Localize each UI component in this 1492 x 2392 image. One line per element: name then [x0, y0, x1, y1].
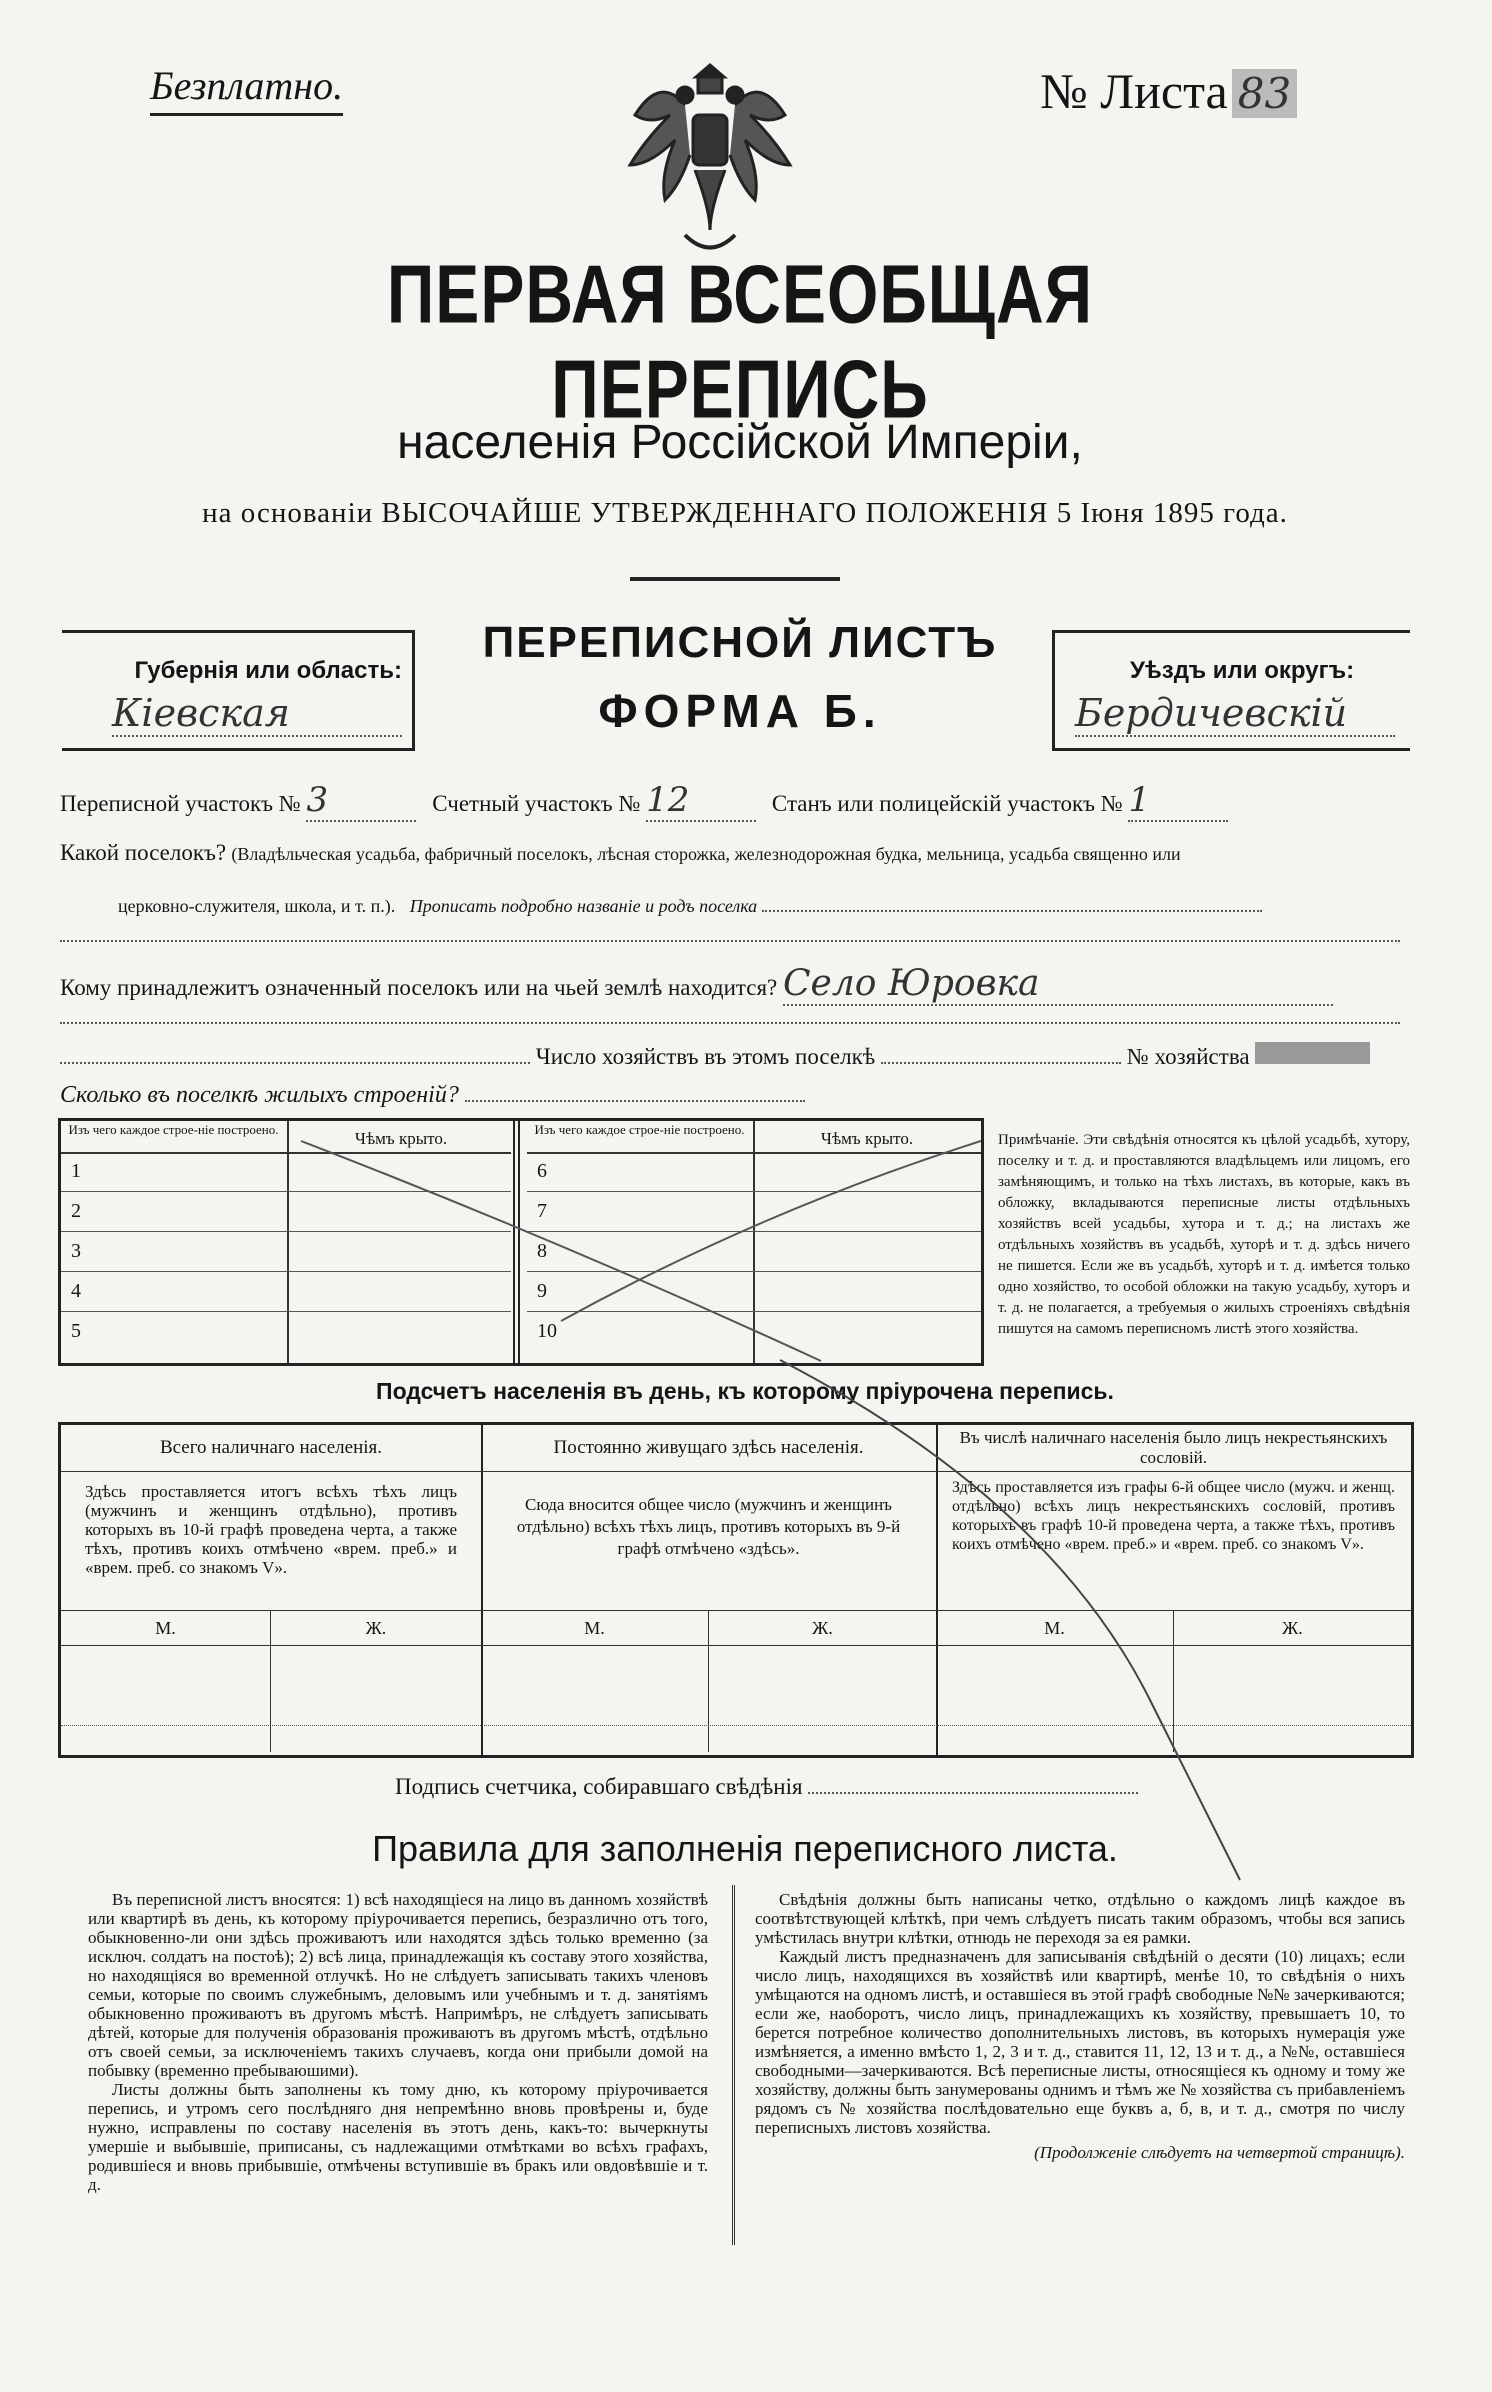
signature-line [395, 1770, 1295, 1800]
rules-continued: (Продолженіе слѣдуетъ на четвертой страницѣ). [1034, 2143, 1405, 2162]
uezd-field[interactable]: Бердичевскій [1075, 691, 1395, 737]
female-header: Ж. [365, 1618, 387, 1638]
population-bottom-rule [61, 1725, 1411, 1726]
population-col-3-title: Въ числѣ наличнаго населенія было лицъ некрестьянскихъ сословій. [936, 1425, 1411, 1472]
basis-line: на основаніи ВЫСОЧАЙШЕ УТВЕРЖДЕННАГО ПОЛОЖЕНІЯ 5 Іюня 1895 года. [202, 497, 1288, 529]
female-count-field[interactable] [1174, 1646, 1411, 1752]
uezd-box [1052, 630, 1410, 751]
buildings-table [58, 1118, 984, 1366]
population-col-2-title: Постоянно живущаго здѣсь населенія. [481, 1425, 936, 1472]
free-label: Безплатно. [150, 62, 343, 116]
population-col-1-text: Здѣсь проставляется итогъ всѣхъ тѣхъ лицъ (мужчинъ и женщинъ отдѣльно), противъ которыхъ въ 10-й графѣ проведена черта, а также тѣхъ, противъ коихъ отмѣчено «врем. преб.» и «врем. преб. со знакомъ V». [61, 1472, 481, 1611]
female-count-field[interactable] [271, 1646, 481, 1752]
households-label: Число хозяйствъ въ этомъ поселкѣ [535, 1044, 876, 1069]
gubernia-label: Губернія или область: [134, 657, 402, 684]
count-district-label: Счетный участокъ № [432, 791, 641, 816]
households-line [60, 1040, 1410, 1070]
page-subtitle: населенія Россійской Имперіи, [397, 416, 1083, 469]
sheet-number-label: № Листа [1040, 63, 1228, 119]
rules-right-paragraph-1: Свѣдѣнія должны быть написаны четко, отдѣльно о каждомъ лицѣ каждое въ соотвѣтствующей клѣткѣ, при чемъ слѣдуетъ писать таким образомъ, чтобы вся запись умѣстилась внутри клѣтки, отнюдь не переходя за ея рамки. [755, 1890, 1405, 1947]
rules-column-divider [732, 1885, 735, 2245]
sheet-number-value: 83 [1232, 69, 1297, 118]
population-table [58, 1422, 1414, 1758]
household-no-label: № хозяйства [1126, 1044, 1250, 1069]
buildings-line [60, 1078, 960, 1109]
household-no-field[interactable] [1255, 1042, 1370, 1064]
gubernia-field[interactable]: Кіевская [112, 691, 402, 737]
owner-question: Кому принадлежитъ означенный поселокъ или на чьей землѣ находится? [60, 975, 778, 1000]
settlement-question: Какой поселокъ? [60, 840, 227, 865]
table-row[interactable]: 9 [527, 1272, 981, 1312]
female-count-field[interactable] [709, 1646, 936, 1752]
population-heading: Подсчетъ населенія въ день, къ которому пріурочена перепись. [376, 1378, 1114, 1404]
buildings-col2-header-right: Чѣмъ крыто. [820, 1129, 914, 1148]
population-col-1-headers [61, 1611, 481, 1646]
population-col-2-headers [481, 1611, 936, 1646]
buildings-label: Сколько въ поселкѣ жилыхъ строеній? [60, 1082, 459, 1108]
header-divider [630, 577, 840, 581]
census-district-field[interactable]: 3 [306, 780, 416, 822]
stan-label: Станъ или полицейскій участокъ № [771, 791, 1123, 816]
buildings-field[interactable] [465, 1078, 805, 1102]
population-col-3-values [936, 1646, 1411, 1752]
table-row[interactable]: 7 [527, 1192, 981, 1232]
households-count-field[interactable] [881, 1040, 1121, 1064]
settlement-hint-1: (Владѣльческая усадьба, фабричный поселокъ, лѣсная сторожка, железнодорожная будка, мельница, усадьба священно или [231, 844, 1181, 864]
male-header: М. [61, 1611, 271, 1645]
rules-right-column [755, 1890, 1405, 2162]
table-row[interactable]: 1 [61, 1152, 511, 1192]
population-col-2-text: Сюда вносится общее число (мужчинъ и женщинъ отдѣльно) всѣхъ тѣхъ лицъ, противъ которыхъ въ 9-й графѣ отмѣчено «здѣсь». [481, 1472, 936, 1611]
sheet-title: ПЕРЕПИСНОЙ ЛИСТЪ [482, 618, 998, 667]
settlement-hint-line [118, 892, 1408, 917]
households-field[interactable] [60, 1040, 530, 1064]
owner-field-line-2[interactable] [60, 1022, 1400, 1024]
settlement-field[interactable] [762, 892, 1262, 912]
census-district-label: Переписной участокъ № [60, 791, 301, 816]
male-header: М. [481, 1611, 709, 1645]
settlement-hint-3: Прописать подробно названіе и родъ поселка [409, 896, 758, 916]
population-col-1 [61, 1425, 483, 1755]
buildings-col1-header: Изъ чего каждое строе-ніе построено. [68, 1122, 279, 1137]
male-count-field[interactable] [936, 1646, 1174, 1752]
female-header: Ж. [1282, 1618, 1303, 1638]
cross-out-strokes [61, 1121, 981, 1363]
settlement-question-line [60, 840, 1410, 866]
owner-line [60, 963, 1400, 1006]
male-count-field[interactable] [61, 1646, 271, 1752]
population-col-3 [936, 1425, 1411, 1755]
population-col-1-title: Всего наличнаго населенія. [61, 1425, 481, 1472]
note: Примѣчаніе. Эти свѣдѣнія относятся къ цѣлой усадьбѣ, хутору, поселку и т. д. и проставляются владѣльцемъ или лицомъ, его замѣняющимъ, и только на тѣхъ листахъ, въ которые, какъ въ обложку, вкладываются переписные листы отдѣльныхъ хозяйствъ всей усадьбы, хутора и т. д.; на листахъ же отдѣльныхъ хозяйствъ въ усадьбѣ, хуторѣ и т. д. здѣсь ничего не пишется. Если же въ усадьбѣ, хуторѣ и т. д. имѣется только одно хозяйство, то особой обложки на такую усадьбу, хуторъ и т. д. не полагается, а требуемыя о жилыхъ строеніяхъ свѣдѣнія пишутся на самомъ переписномъ листѣ этого хозяйства. [998, 1132, 1410, 1337]
table-row[interactable]: 4 [61, 1272, 511, 1312]
signature-field[interactable] [808, 1770, 1138, 1794]
table-row[interactable]: 8 [527, 1232, 981, 1272]
rules-left-paragraph-1: Въ переписной листъ вносятся: 1) всѣ находящіеся на лицо въ данномъ хозяйствѣ или квартирѣ въ день, къ которому пріурочивается перепись, безразлично отъ того, обыкновенно-ли они здѣсь проживаютъ или находятся здѣсь только временно (за исключ. солдатъ на постоѣ); 2) всѣ лица, принадлежащія къ составу этого хозяйства, но находящіяся во временной отлучкѣ. Но не слѣдуетъ записывать такихъ членовъ семьи, которые по своимъ служебнымъ, деловымъ или учебнымъ и т. д. занятіямъ обыкновенно проживаютъ въ другомъ мѣстѣ. Напримѣръ, не слѣдуетъ записывать дѣтей, которые для полученія образованія проживаютъ въ другомъ мѣстѣ, отдѣльно отъ своей семьи, за исключеніемъ такихъ случаевъ, когда они прибыли домой на побывку (временно пребываюшими). [88, 1890, 708, 2080]
male-header: М. [936, 1611, 1174, 1645]
signature-label: Подпись счетчика, собиравшаго свѣдѣнія [395, 1774, 803, 1799]
gubernia-box [62, 630, 415, 751]
table-row[interactable]: 6 [527, 1152, 981, 1192]
rules-title: Правила для заполненія переписного листа. [372, 1828, 1118, 1869]
owner-field[interactable]: Село Юровка [783, 963, 1333, 1006]
population-col-2 [481, 1425, 938, 1755]
stan-field[interactable]: 1 [1128, 780, 1228, 822]
rules-right-paragraph-2: Каждый листъ предназначенъ для записыванія свѣдѣній о десяти (10) лицахъ; если число лицъ, находящихся въ хозяйствѣ или квартирѣ, менѣе 10, то свѣдѣнія о нихъ умѣщаются на одномъ листѣ, и оставшіеся въ этой графѣ свободные №№ зачеркиваются; если же, наоборотъ, число лицъ, принадлежащихъ къ хозяйству, превышаетъ 10, то берется потребное количество дополнительныхъ листовъ, въ которыхъ нумерація уже измѣняется, а именно вмѣсто 1, 2, 3 и т. д., ставится 11, 12, 13 и т. д., а №№, оставшіеся свободными—зачеркиваются. Всѣ переписные листы, относящіеся къ одному и тому же хозяйству, должны быть занумерованы однимъ и тѣмъ же № хозяйства съ прибавленіемъ рядомъ съ № хозяйства послѣдовательно еще буквъ а, б, в, и т. д., смотря по числу переписныхъ листовъ хозяйства. [755, 1947, 1405, 2137]
settlement-hint-2: церковно-служителя, школа, и т. п.). [118, 896, 396, 916]
buildings-col1-header-right: Изъ чего каждое строе-ніе построено. [534, 1122, 745, 1137]
uezd-label: Уѣздъ или округъ: [1130, 657, 1355, 684]
form-name: ФОРМА Б. [598, 685, 882, 737]
female-header: Ж. [812, 1618, 833, 1638]
table-row[interactable]: 10 [537, 1320, 557, 1342]
table-row[interactable]: 5 [71, 1320, 81, 1342]
page-title: ПЕРВАЯ ВСЕОБЩАЯ ПЕРЕПИСЬ [386, 247, 1094, 435]
male-count-field[interactable] [481, 1646, 709, 1752]
rules-left-column [88, 1890, 708, 2194]
districts-line [60, 780, 1390, 822]
coat-of-arms-icon [615, 45, 805, 275]
settlement-field-line-2[interactable] [60, 940, 1400, 942]
table-row[interactable]: 3 [61, 1232, 511, 1272]
population-col-3-headers [936, 1611, 1411, 1646]
count-district-field[interactable]: 12 [646, 780, 756, 822]
population-col-1-values [61, 1646, 481, 1752]
sheet-number [1040, 62, 1297, 120]
population-col-2-values [481, 1646, 936, 1752]
population-col-3-text: Здѣсь проставляется изъ графы 6-й общее число (мужч. и женщ. отдѣльно) всѣхъ лицъ некрестьянскихъ сословій, противъ которыхъ въ графѣ 10-й проведена черта, а также тѣхъ, противъ коихъ отмѣчено «врем. преб.» и «врем. преб. со знакомъ V». [936, 1472, 1411, 1611]
buildings-col2-header: Чѣмъ крыто. [354, 1129, 448, 1148]
table-row[interactable]: 2 [61, 1192, 511, 1232]
rules-left-paragraph-2: Листы должны быть заполнены къ тому дню, къ которому пріурочивается перепись, и утромъ сего послѣдняго дня непремѣнно вновь провѣрены и, буде нужно, исправлены по составу населенія въ этотъ день, какъ-то: вычеркнуты умершіе и выбывшіе, приписаны, съ надлежащими отмѣтками во всѣхъ графахъ, родившіеся и вновь прибывшіе, отмѣчены вступившіе въ бракъ или овдовѣвшіе и т. д. [88, 2080, 708, 2194]
